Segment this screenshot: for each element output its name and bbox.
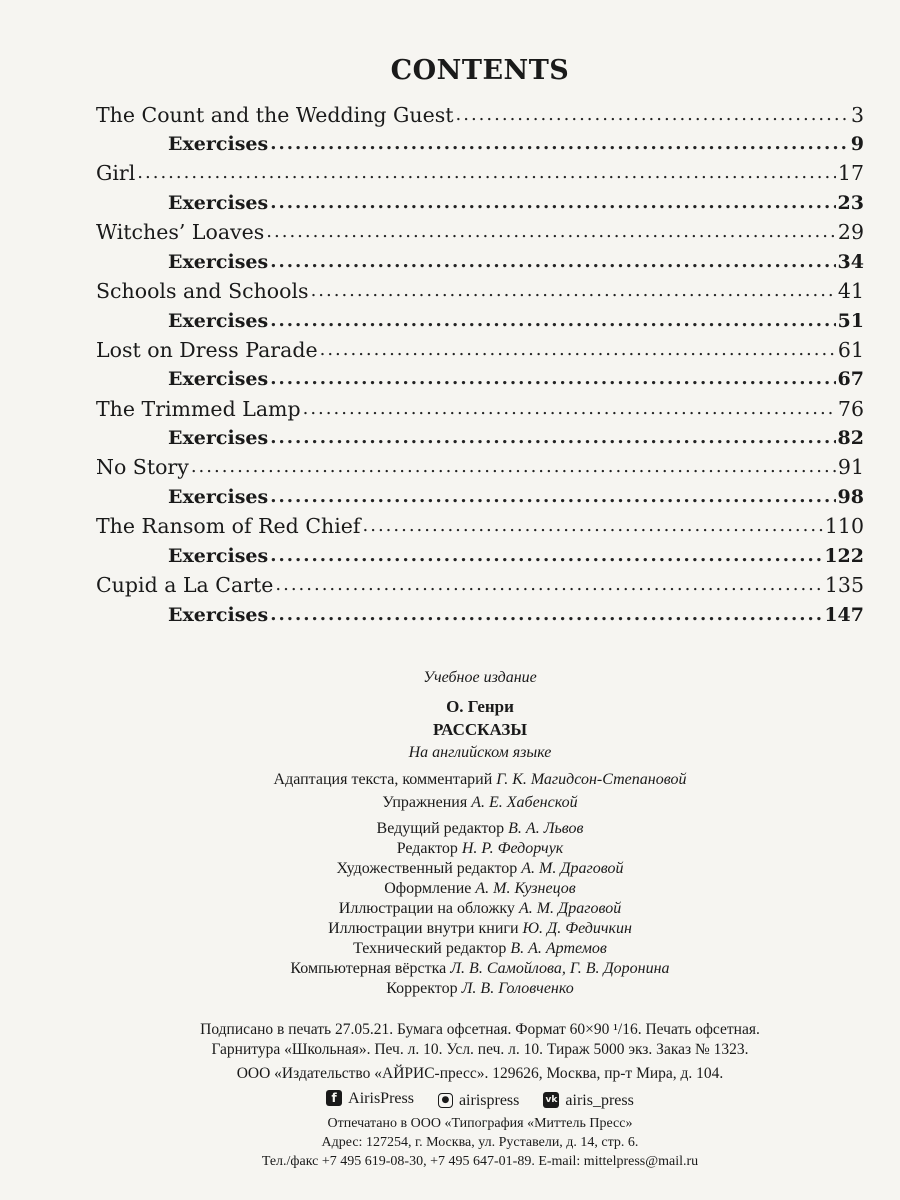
credit-name: В. А. Артемов (510, 940, 607, 957)
credit-role: Упражнения (382, 794, 468, 811)
credit-line (0, 839, 900, 858)
toc-page-number: 23 (837, 192, 864, 214)
credit-name: А. Е. Хабенской (471, 794, 578, 811)
toc-leader (303, 396, 836, 422)
toc-entry (96, 98, 864, 128)
instagram-icon: ● (438, 1093, 453, 1108)
toc-entry-title: No Story (96, 455, 189, 479)
toc-exercise-entry (168, 245, 864, 275)
toc-leader (275, 572, 822, 598)
toc-entry-title: The Count and the Wedding Guest (96, 103, 454, 127)
toc-page-number: 51 (837, 310, 864, 332)
credit-role: Ведущий редактор (376, 820, 505, 837)
toc-page-number: 41 (837, 279, 864, 303)
toc-entry-title: Exercises (168, 427, 269, 449)
credit-line (0, 939, 900, 958)
social-link-facebook[interactable] (326, 1089, 414, 1108)
toc-leader (137, 160, 836, 186)
toc-page-number: 3 (850, 103, 864, 127)
credit-role: Адаптация текста, комментарий (273, 771, 493, 788)
social-handle: airis_press (565, 1091, 634, 1109)
credit-role: Технический редактор (353, 940, 507, 957)
typeface-details: Гарнитура «Школьная». Печ. л. 10. Усл. печ. л. 10. Тираж 5000 экз. Заказ № 1323. (211, 1041, 749, 1058)
credit-role: Редактор (396, 840, 458, 857)
toc-entry-title: Schools and Schools (96, 279, 309, 303)
credit-line (0, 819, 900, 838)
credit-role: Оформление (384, 880, 472, 897)
toc-entry (96, 450, 864, 480)
toc-leader (320, 337, 836, 363)
toc-page-number: 17 (837, 161, 864, 185)
toc-page-number: 34 (837, 251, 864, 273)
toc-leader (270, 425, 835, 451)
credit-role: Компьютерная вёрстка (290, 960, 447, 977)
credit-role: Корректор (386, 980, 458, 997)
toc-entry (96, 568, 864, 598)
toc-leader (270, 366, 835, 392)
toc-entry-title: Cupid a La Carte (96, 573, 274, 597)
toc-page-number: 147 (824, 604, 864, 626)
toc-entry-title: Exercises (168, 486, 269, 508)
toc-entry-title: Witches’ Loaves (96, 220, 265, 244)
toc-exercise-entry (168, 362, 864, 392)
vk-icon: vk (543, 1092, 559, 1108)
toc-page-number: 67 (837, 368, 864, 390)
credit-name: Л. В. Самойлова, Г. В. Доронина (450, 960, 670, 977)
toc-exercise-entry (168, 421, 864, 451)
toc-entry-title: Exercises (168, 545, 269, 567)
credit-name: Н. Р. Федорчук (461, 840, 564, 857)
credit-line (0, 859, 900, 878)
credit-line (0, 919, 900, 938)
toc-entry (96, 274, 864, 304)
author-name: О. Генри (446, 697, 514, 716)
toc-entry-title: Exercises (168, 368, 269, 390)
credit-name: А. М. Кузнецов (475, 880, 576, 897)
toc-leader (270, 308, 835, 334)
toc-leader (270, 543, 822, 569)
toc-entry-title: Girl (96, 161, 136, 185)
toc-exercise-entry (168, 480, 864, 510)
toc-page-number: 122 (824, 545, 864, 567)
toc-exercise-entry (168, 127, 864, 157)
toc-entry-title: Lost on Dress Parade (96, 338, 318, 362)
printer-name: Отпечатано в ООО «Типография «Миттель Пресс» (327, 1116, 633, 1131)
toc-entry-title: Exercises (168, 310, 269, 332)
toc-entry-title: Exercises (168, 604, 269, 626)
credit-line (0, 959, 900, 978)
toc-leader (270, 249, 835, 275)
printer-address: Адрес: 127254, г. Москва, ул. Руставели, д. 14, стр. 6. (321, 1135, 639, 1150)
toc-leader (270, 131, 849, 157)
toc-entry-title: Exercises (168, 133, 269, 155)
toc-entry (96, 156, 864, 186)
social-handle: airispress (458, 1092, 520, 1109)
toc-leader (266, 219, 836, 245)
toc-page-number: 29 (837, 220, 864, 244)
toc-leader (456, 102, 849, 128)
toc-page-number: 9 (850, 133, 864, 155)
toc-page-number: 110 (824, 514, 864, 538)
toc-entry (96, 509, 864, 539)
toc-exercise-entry (168, 598, 864, 628)
toc-page-number: 76 (837, 397, 864, 421)
toc-exercise-entry (168, 304, 864, 334)
credit-role: Иллюстрации внутри книги (328, 920, 519, 937)
toc-leader (311, 278, 836, 304)
social-handle: AirisPress (348, 1089, 414, 1107)
toc-exercise-entry (168, 186, 864, 216)
social-links (0, 1088, 900, 1110)
toc-entry (96, 392, 864, 422)
toc-leader (270, 602, 822, 628)
printer-contacts: Тел./факс +7 495 619-08-30, +7 495 647-01-89. E-mail: mittelpress@mail.ru (261, 1154, 699, 1169)
toc-entry-title: The Trimmed Lamp (96, 397, 301, 421)
publisher-address: ООО «Издательство «АЙРИС-пресс». 129626, Москва, пр-т Мира, д. 104. (236, 1065, 724, 1082)
credit-role: Иллюстрации на обложку (338, 900, 515, 917)
toc-entry-title: Exercises (168, 192, 269, 214)
toc-page-number: 98 (837, 486, 864, 508)
credit-line (0, 979, 900, 998)
credit-line (0, 899, 900, 918)
toc-leader (191, 454, 836, 480)
toc-page-number: 91 (837, 455, 864, 479)
credit-role: Художественный редактор (336, 860, 518, 877)
print-details: Подписано в печать 27.05.21. Бумага офсетная. Формат 60×90 ¹/16. Печать офсетная. (200, 1021, 760, 1038)
toc-page-number: 82 (837, 427, 864, 449)
toc-entry-title: Exercises (168, 251, 269, 273)
social-link-instagram[interactable] (438, 1091, 519, 1110)
toc-leader (270, 484, 835, 510)
credit-name: А. М. Драговой (518, 900, 622, 917)
toc-leader (270, 190, 835, 216)
language-note: На английском языке (408, 744, 552, 761)
edition-type: Учебное издание (423, 669, 537, 686)
toc-entry-title: The Ransom of Red Chief (96, 514, 361, 538)
credit-name: Ю. Д. Федичкин (522, 920, 632, 937)
toc-entry (96, 333, 864, 363)
credit-line (0, 770, 900, 789)
page-title: CONTENTS (390, 55, 570, 86)
toc-exercise-entry (168, 539, 864, 569)
credit-name: А. М. Драговой (521, 860, 624, 877)
credit-name: Л. В. Головченко (461, 980, 574, 997)
credit-line (0, 879, 900, 898)
toc-page-number: 135 (824, 573, 864, 597)
facebook-icon: f (326, 1090, 342, 1106)
credit-line (0, 793, 900, 812)
toc-leader (363, 513, 823, 539)
toc-page-number: 61 (837, 338, 864, 362)
toc-entry (96, 215, 864, 245)
social-link-vk[interactable] (543, 1091, 633, 1110)
credit-name: Г. К. Магидсон-Степановой (496, 771, 687, 788)
book-title: РАССКАЗЫ (432, 720, 528, 739)
credit-name: В. А. Львов (508, 820, 584, 837)
